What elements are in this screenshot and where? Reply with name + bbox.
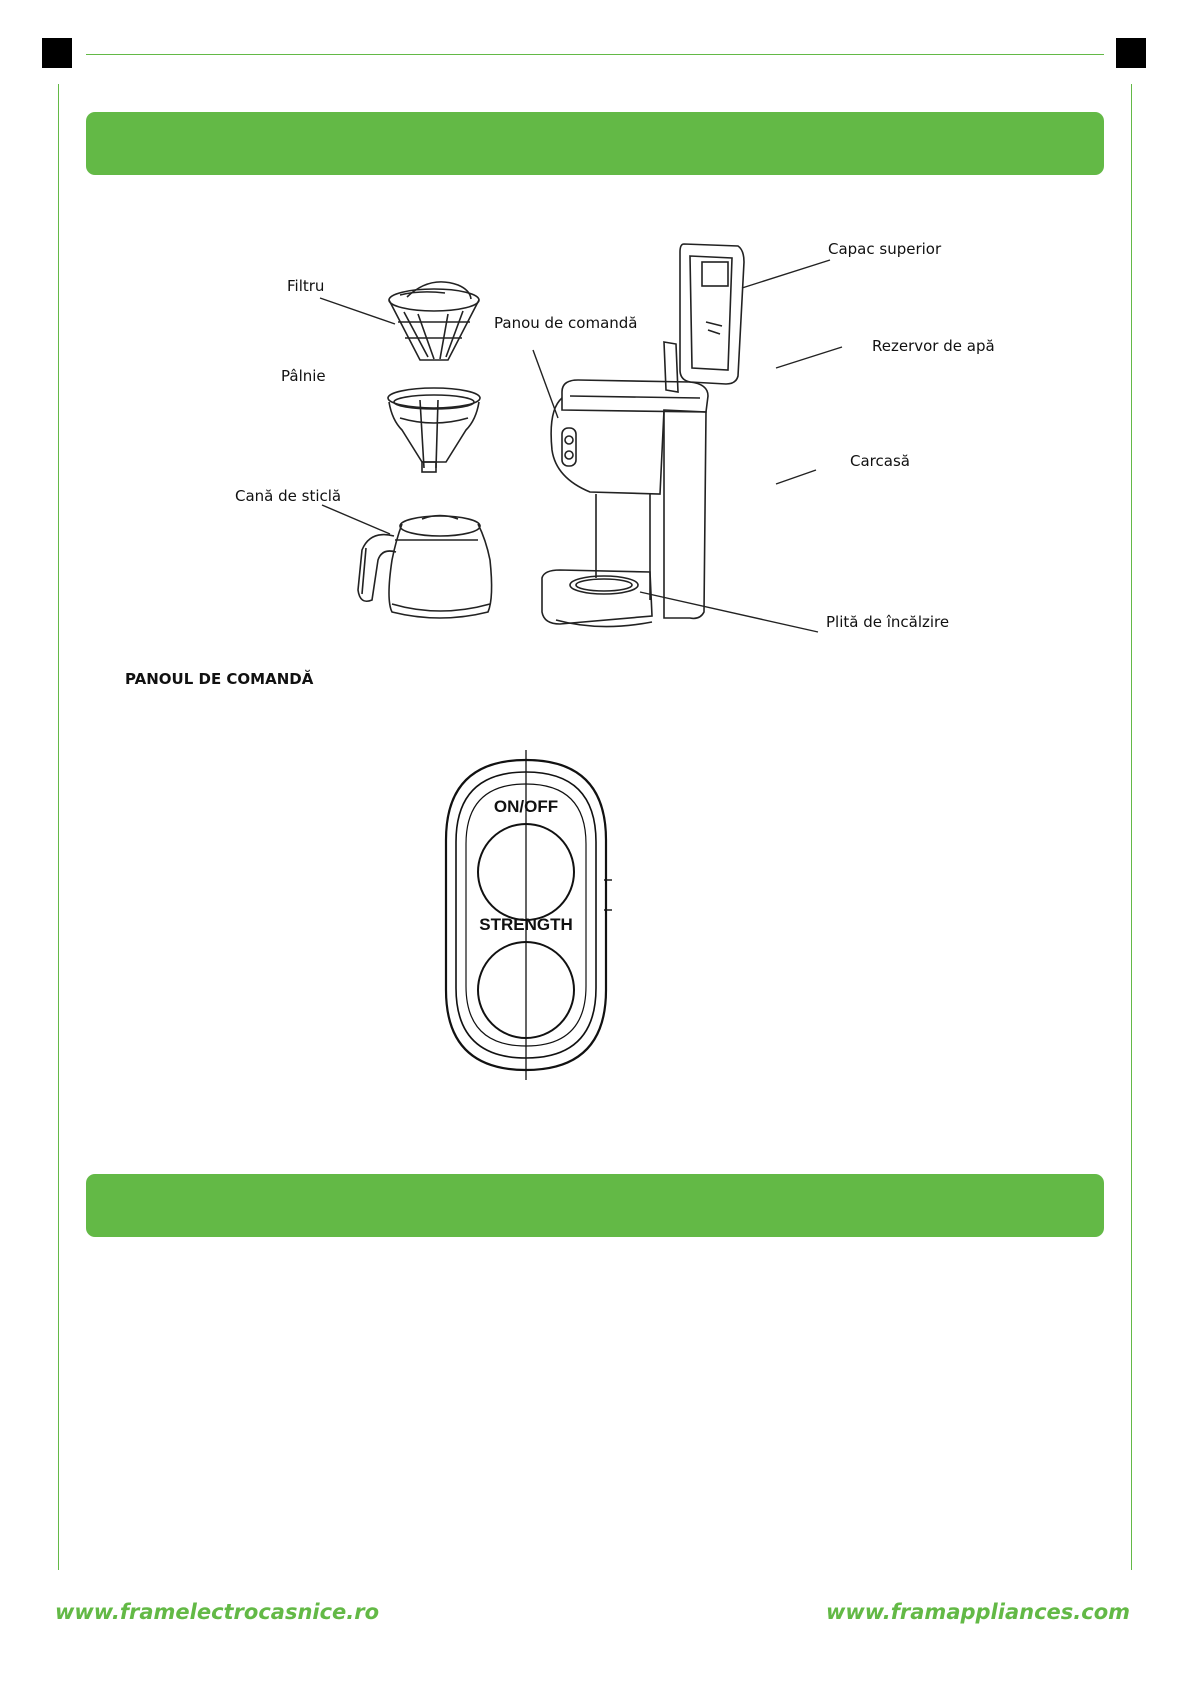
label-housing: Carcasă — [850, 452, 910, 470]
footer-url-left[interactable]: www.framelectrocasnice.ro — [55, 1600, 380, 1624]
label-control-panel: Panou de comandă — [494, 314, 638, 332]
label-filter: Filtru — [287, 277, 325, 295]
label-water-tank: Rezervor de apă — [872, 337, 995, 355]
strength-label: STRENGTH — [479, 915, 573, 934]
label-glass-jug: Cană de sticlă — [235, 487, 342, 505]
label-hot-plate: Plită de încălzire — [826, 613, 950, 631]
label-top-lid: Capac superior — [828, 240, 942, 258]
on-off-label: ON/OFF — [493, 797, 559, 816]
label-funnel: Pâlnie — [281, 367, 326, 385]
control-panel-heading: PANOUL DE COMANDĂ — [125, 670, 314, 688]
footer-url-right[interactable]: www.framappliances.com — [825, 1600, 1130, 1624]
